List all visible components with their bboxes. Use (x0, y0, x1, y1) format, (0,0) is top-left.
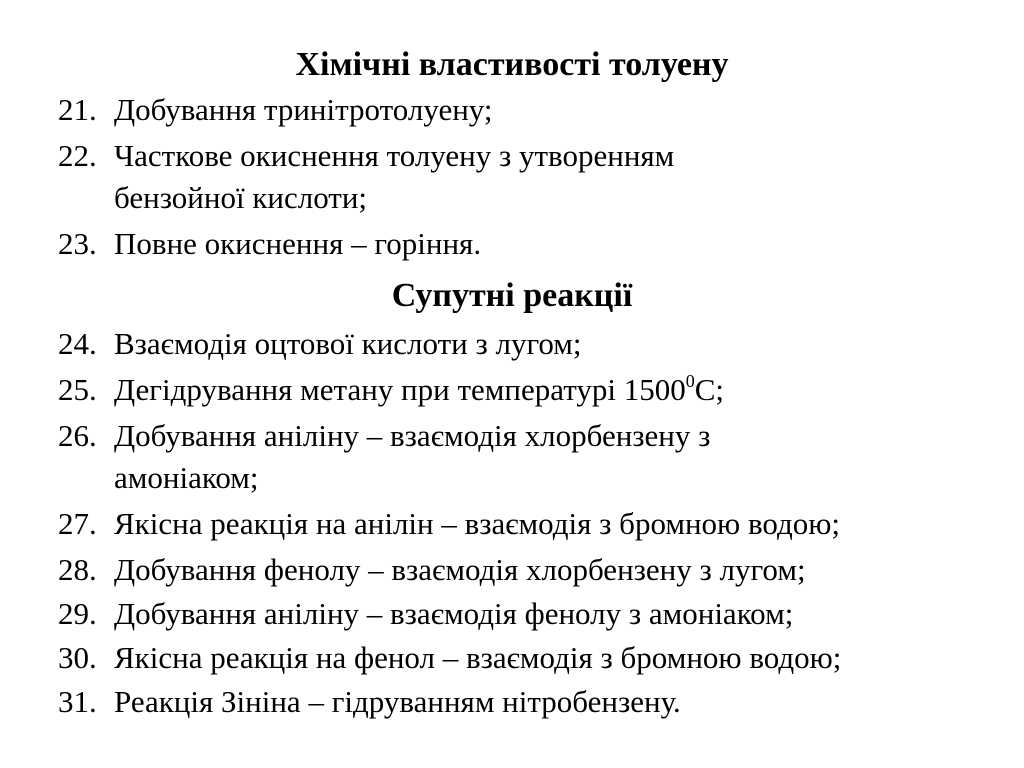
item-text-before: Дегідрування метану при температурі 1500 (114, 372, 686, 407)
item-text: Добування аніліну – взаємодія фенолу з амоніаком; (114, 596, 794, 631)
item-number: 30. (58, 640, 97, 675)
item-text: Реакція Зініна – гідруванням нітробензену. (114, 684, 681, 719)
item-text: Якісна реакція на фенол – взаємодія з бромною водою; (114, 640, 842, 675)
item-number: 25. (58, 372, 97, 407)
item-number: 28. (58, 552, 97, 587)
list-item-22-continuation: бензойної кислоти; (114, 180, 368, 215)
item-number: 22. (58, 138, 97, 173)
item-text: Часткове окиснення толуену з утворенням (114, 138, 675, 173)
item-text: Добування тринітротолуену; (114, 92, 493, 127)
item-number: 24. (58, 326, 97, 361)
item-text: Якісна реакція на анілін – взаємодія з бромною водою; (114, 506, 841, 541)
list-item-26-continuation: амоніаком; (114, 460, 259, 495)
degree-superscript: 0 (685, 370, 695, 391)
heading-side-reactions: Супутні реакції (391, 277, 633, 314)
item-number: 26. (58, 418, 97, 453)
item-text: Добування аніліну – взаємодія хлорбензену з (114, 418, 711, 453)
item-number: 31. (58, 684, 97, 719)
item-text-after: С; (694, 372, 725, 407)
heading-toluene-properties: Хімічні властивості толуену (295, 46, 729, 83)
item-number: 29. (58, 596, 97, 631)
item-text: Повне окиснення – горіння. (114, 226, 482, 261)
item-number: 23. (58, 226, 97, 261)
item-text: Взаємодія оцтової кислоти з лугом; (114, 326, 582, 361)
item-text: Добування фенолу – взаємодія хлорбензену з лугом; (114, 552, 806, 587)
item-number: 21. (58, 92, 97, 127)
item-text (114, 372, 724, 408)
item-number: 27. (58, 506, 97, 541)
